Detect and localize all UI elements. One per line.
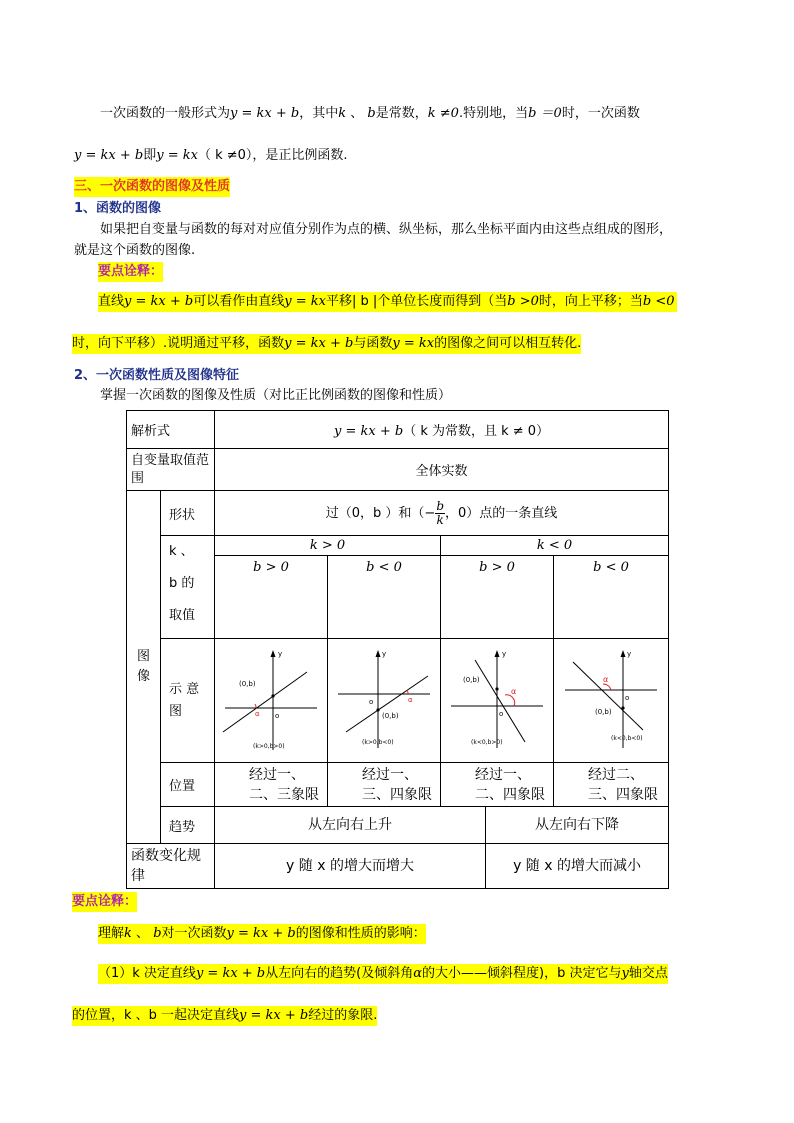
origin-label: o — [275, 711, 280, 720]
kp-text: 理解 — [98, 926, 125, 941]
graph-caption: (k>0,b>0) — [253, 742, 285, 750]
intro-text: 是常数， — [375, 106, 428, 121]
k-negative — [441, 536, 669, 556]
intercept-label: (0,b) — [595, 707, 612, 716]
keypoint-1-label: 要点诠释： — [98, 262, 163, 282]
rule-cell — [215, 844, 669, 889]
section-3-title: 三、一次函数的图像及性质 — [74, 177, 230, 197]
var-alpha: α — [413, 966, 422, 981]
formula: b > 0 — [253, 560, 289, 575]
label-kb-values — [161, 536, 215, 639]
intro-text: 即 — [143, 148, 157, 163]
row-expression — [127, 411, 669, 449]
keypoint-1-line-1 — [98, 292, 677, 312]
kp-text: 时，向上平移；当 — [538, 294, 643, 309]
formula: b ＝0 — [528, 106, 562, 121]
separator: 、 — [346, 106, 364, 121]
label-position: 位置 — [161, 763, 215, 807]
sub2-intro: 掌握一次函数的图像及性质（对比正比例函数的图像和性质） — [100, 388, 452, 403]
kp-text: 对一次函数 — [161, 926, 227, 941]
intro-text: ，其中 — [299, 106, 339, 121]
axis-y-label: y — [502, 649, 507, 658]
domain-value: 全体实数 — [215, 449, 669, 491]
formula: b < 0 — [593, 560, 629, 575]
formula: y = kx + b — [333, 424, 404, 439]
label-diagram: 示 意 图 — [161, 639, 215, 763]
properties-table — [126, 410, 669, 889]
kp-text: 经过的象限. — [308, 1008, 378, 1023]
formula: k > 0 — [309, 538, 346, 553]
formula: k < 0 — [536, 538, 573, 553]
formula: y = kx + b — [226, 926, 296, 941]
kp-text: 与函数 — [353, 336, 393, 351]
diagram-cell — [215, 639, 328, 763]
formula: k ≠0 — [427, 106, 459, 121]
b-positive-1 — [215, 556, 328, 639]
b-negative-2 — [554, 556, 669, 639]
kp-text: 直线 — [98, 294, 125, 309]
graph-k-pos-b-neg — [332, 644, 436, 754]
trend-up: 从左向右上升 — [215, 807, 486, 843]
expression-note: （ k 为常数，且 k ≠ 0） — [403, 424, 550, 439]
axis-y-label: y — [382, 649, 387, 658]
var-y: y — [621, 966, 629, 981]
diagram-cell — [441, 639, 554, 763]
var-b: b — [153, 926, 162, 941]
formula: y = kx — [284, 294, 326, 309]
graph-k-pos-b-pos — [219, 644, 323, 754]
label-domain: 自变量取值范围 — [127, 449, 215, 491]
shape-text: ，0）点的一条直线 — [445, 505, 558, 521]
axis-y-label: y — [278, 649, 283, 658]
row-domain — [127, 449, 669, 491]
var-b: b — [367, 106, 376, 121]
expression-cell — [215, 411, 669, 449]
origin-label: o — [499, 709, 504, 718]
angle-label: α — [511, 686, 517, 696]
diagram-cell — [554, 639, 669, 763]
trend-down: 从左向右下降 — [535, 817, 620, 833]
separator: 、 — [131, 926, 150, 941]
kp-text: 的位置，k 、b 一起决定直线 — [72, 1008, 240, 1023]
position-2: 经过一、三、四象限 — [328, 763, 441, 807]
intercept-label: (0,b) — [382, 711, 399, 720]
position-1: 经过一、二、三象限 — [215, 763, 328, 807]
kp-text: 平移| b |个单位长度而得到（当 — [325, 294, 508, 309]
kp-text: 时，向下平移）.说明通过平移，函数 — [72, 336, 285, 351]
shape-text: 过（0，b ）和（− — [325, 505, 436, 521]
label-image: 图像 — [127, 491, 161, 844]
angle-label: α — [255, 709, 260, 718]
intro-text: 一次函数的一般形式为 — [100, 106, 231, 121]
b-negative-1 — [328, 556, 441, 639]
kb-label-line: k 、 — [169, 544, 194, 559]
formula: y = kx + b — [195, 966, 266, 981]
kp-text: 可以看作由直线 — [193, 294, 285, 309]
row-diagram — [127, 639, 669, 763]
kp-text: 的图像之间可以相互转化. — [434, 336, 582, 351]
axis-y-label: y — [627, 649, 632, 658]
position-4: 经过二、三、四象限 — [554, 763, 669, 807]
label-expression: 解析式 — [127, 411, 215, 449]
position-3: 经过一、二、四象限 — [441, 763, 554, 807]
var-k: k — [124, 926, 132, 941]
rule-decrease: y 随 x 的增大而减小 — [513, 858, 641, 874]
intro-line-1 — [100, 104, 640, 124]
b-positive-2 — [441, 556, 554, 639]
intro-text: （ k ≠0），是正比例函数. — [197, 148, 348, 163]
angle-label: α — [408, 695, 413, 704]
origin-label: o — [625, 693, 630, 702]
diagram-cell — [328, 639, 441, 763]
row-trend — [127, 807, 669, 844]
formula: b >0 — [507, 294, 539, 309]
label-shape: 形状 — [161, 491, 215, 536]
graph-caption: (k<0,b>0) — [471, 738, 503, 746]
rule-increase: y 随 x 的增大而增大 — [215, 844, 486, 888]
label-rule: 函数变化规律 — [127, 844, 215, 889]
sub1-para-line-1: 如果把自变量与函数的每对对应值分别作为点的横、纵坐标，那么坐标平面内由这些点组成的图形， — [100, 222, 673, 237]
graph-k-neg-b-neg — [559, 644, 663, 754]
formula: y = kx + b — [230, 106, 300, 121]
sub1-para-line-2: 就是这个函数的图像. — [74, 243, 196, 258]
k-positive — [215, 536, 441, 556]
formula: y = kx + b — [74, 148, 144, 163]
formula: b <0 — [642, 294, 675, 309]
intro-text: .特别地，当 — [458, 106, 529, 121]
formula: y = kx — [156, 148, 198, 163]
kp-text: 的图像和性质的影响： — [295, 926, 426, 941]
formula: y = kx — [392, 336, 435, 351]
kb-label-line: b 的 — [169, 576, 195, 591]
formula: y = kx + b — [239, 1008, 309, 1023]
angle-label: α — [603, 674, 609, 684]
keypoint-2-label: 要点诠释： — [72, 892, 137, 912]
label-trend: 趋势 — [161, 807, 215, 844]
keypoint-2-line-3 — [72, 1006, 377, 1026]
intercept-label: (0,b) — [463, 675, 480, 684]
subsection-1-title: 1、函数的图像 — [74, 201, 162, 216]
graph-k-neg-b-pos — [445, 644, 549, 754]
row-k-sign — [127, 536, 669, 556]
graph-caption: (k<0,b<0) — [611, 734, 643, 742]
subsection-2-title: 2、一次函数性质及图像特征 — [74, 368, 240, 383]
row-shape — [127, 491, 669, 536]
frac-numerator: b — [436, 498, 445, 513]
kp-text: （1）k 决定直线 — [98, 966, 196, 981]
formula: y = kx + b — [284, 336, 354, 351]
intercept-label: (0,b) — [239, 679, 256, 688]
kp-text: 轴交点 — [628, 966, 668, 981]
row-position — [127, 763, 669, 807]
shape-value — [215, 491, 669, 536]
graph-caption: (k>0,b<0) — [362, 738, 394, 746]
fraction-b-over-k — [435, 500, 445, 527]
keypoint-2-line-2 — [98, 964, 668, 984]
row-rule — [127, 844, 669, 889]
kb-label-line: 取值 — [169, 608, 196, 623]
intro-line-2 — [74, 146, 348, 166]
kp-text: 从左向右的趋势(及倾斜角 — [265, 966, 414, 981]
keypoint-1-line-2 — [72, 334, 581, 354]
kp-text: 的大小——倾斜程度)，b 决定它与 — [422, 966, 622, 981]
trend-cell — [215, 807, 669, 844]
var-k: k — [338, 106, 347, 121]
origin-label: o — [369, 697, 374, 706]
formula: b > 0 — [479, 560, 515, 575]
frac-denominator: k — [436, 512, 444, 527]
intro-text: 时，一次函数 — [561, 106, 640, 121]
keypoint-2-line-1 — [98, 924, 426, 944]
formula: y = kx + b — [124, 294, 194, 309]
formula: b < 0 — [366, 560, 402, 575]
